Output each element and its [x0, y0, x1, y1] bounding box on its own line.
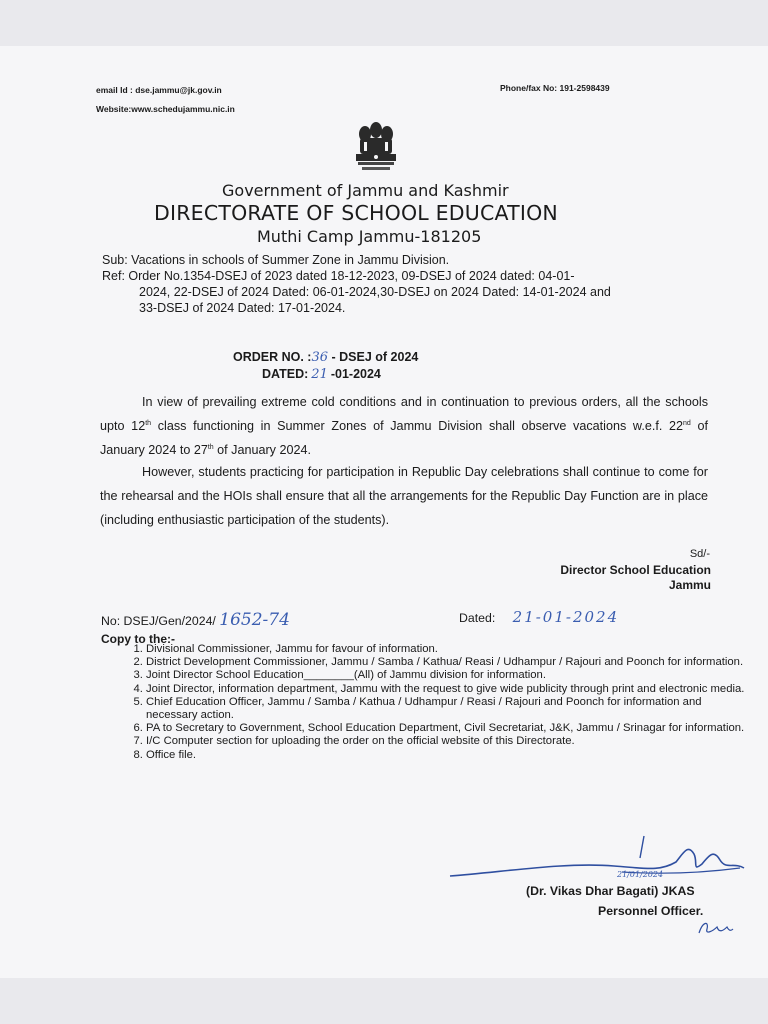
- signatory-place: Jammu: [668, 578, 711, 592]
- para1-sup-1: th: [145, 419, 152, 427]
- sd-mark: Sd/-: [689, 548, 710, 560]
- subject-line: Sub: Vacations in schools of Summer Zone in Jammu Division.: [102, 253, 450, 267]
- reference-line-1: Ref: Order No.1354-DSEJ of 2023 dated 18-12-2023, 09-DSEJ of 2024 dated: 04-01-: [102, 269, 575, 283]
- order-paragraph-2: [100, 460, 708, 532]
- para1-text-b: class functioning in Summer Zones of Jammu Division shall observe vacations w.e.f. 22: [151, 419, 683, 433]
- copy-list-item: 4. Joint Director, information department, Jammu with the request to give wide publicity through print and electronic media.: [146, 683, 754, 696]
- para2-text: However, students practicing for participation in Republic Day celebrations shall continue to come for the rehearsal and the HOIs shall ensure that all the arrangements for the Republic Day Function are in place (including enthusiastic participation of the students).: [100, 465, 708, 527]
- order-dated-suffix: -01-2024: [330, 367, 381, 381]
- government-heading: Government of Jammu and Kashmir: [222, 181, 509, 200]
- copy-list-item: 6. PA to Secretary to Government, School Education Department, Civil Secretariat, J&K, Jammu / Srinagar for information.: [146, 722, 754, 735]
- phone-text: Phone/fax No: 191-2598439: [500, 83, 610, 93]
- officer-sign-date: 21/01/2024: [617, 870, 664, 879]
- copy-list-item: 2. District Development Commissioner, Jammu / Samba / Kathua/ Reasi / Udhampur / Rajouri and Poonch for information.: [146, 656, 754, 669]
- para1-sup-2: nd: [683, 419, 691, 427]
- para1-text-d: of January 2024.: [213, 443, 311, 457]
- signatory-title: Director School Education: [560, 563, 711, 577]
- dispatch-number: [101, 610, 290, 630]
- copy-to-heading: Copy to the:-: [101, 632, 175, 646]
- copy-list-item: 3. Joint Director School Education________(All) of Jammu division for information.: [146, 669, 754, 682]
- para1-sup-3: th: [207, 443, 214, 451]
- order-prefix: ORDER NO. :: [233, 350, 312, 364]
- reference-line-3: 33-DSEJ of 2024 Dated: 17-01-2024.: [139, 301, 346, 315]
- copy-list: [122, 643, 754, 762]
- order-number-handwritten: 36: [311, 350, 329, 365]
- para1-text-c: of January 2024 to 27: [100, 419, 708, 457]
- dispatch-no-label: No: DSEJ/Gen/2024/: [101, 614, 216, 628]
- state-emblem-icon: [346, 118, 406, 182]
- order-number: [233, 350, 418, 365]
- copy-list-item: 5. Chief Education Officer, Jammu / Samba / Kathua / Udhampur / Reasi / Rajouri and Poonch for information and necessary action.: [146, 696, 754, 722]
- website-text: Website:www.schedujammu.nic.in: [96, 104, 235, 114]
- directorate-heading: DIRECTORATE OF SCHOOL EDUCATION: [154, 201, 558, 225]
- order-paragraph-1: [100, 390, 708, 462]
- officer-name: (Dr. Vikas Dhar Bagati) JKAS: [526, 884, 695, 898]
- reference-line-2: 2024, 22-DSEJ of 2024 Dated: 06-01-2024,30-DSEJ on 2024 Dated: 14-01-2024 and: [139, 285, 611, 299]
- dispatch-dated-label: Dated:: [459, 611, 496, 625]
- order-date: [262, 367, 381, 382]
- copy-list-item: 1. Divisional Commissioner, Jammu for favour of information.: [146, 643, 754, 656]
- address-heading: Muthi Camp Jammu-181205: [257, 227, 482, 246]
- para1-text-a: In view of prevailing extreme cold conditions and in continuation to previous orders, all the schools upto 12: [100, 395, 708, 433]
- order-date-handwritten: 21: [311, 367, 328, 382]
- email-text: email Id : dse.jammu@jk.gov.in: [96, 85, 222, 95]
- dispatch-date-handwritten: 21-01-2024: [512, 608, 620, 626]
- dispatch-date: [459, 608, 619, 626]
- order-dated-prefix: DATED:: [262, 367, 309, 381]
- copy-list-item: 7. I/C Computer section for uploading the order on the official website of this Directorate.: [146, 735, 754, 748]
- order-suffix: - DSEJ of 2024: [331, 350, 419, 364]
- initials-scribble-icon: [695, 917, 735, 939]
- copy-list-item: 8. Office file.: [146, 749, 754, 762]
- dispatch-no-handwritten: 1652-74: [219, 610, 290, 630]
- officer-designation: Personnel Officer.: [598, 904, 704, 918]
